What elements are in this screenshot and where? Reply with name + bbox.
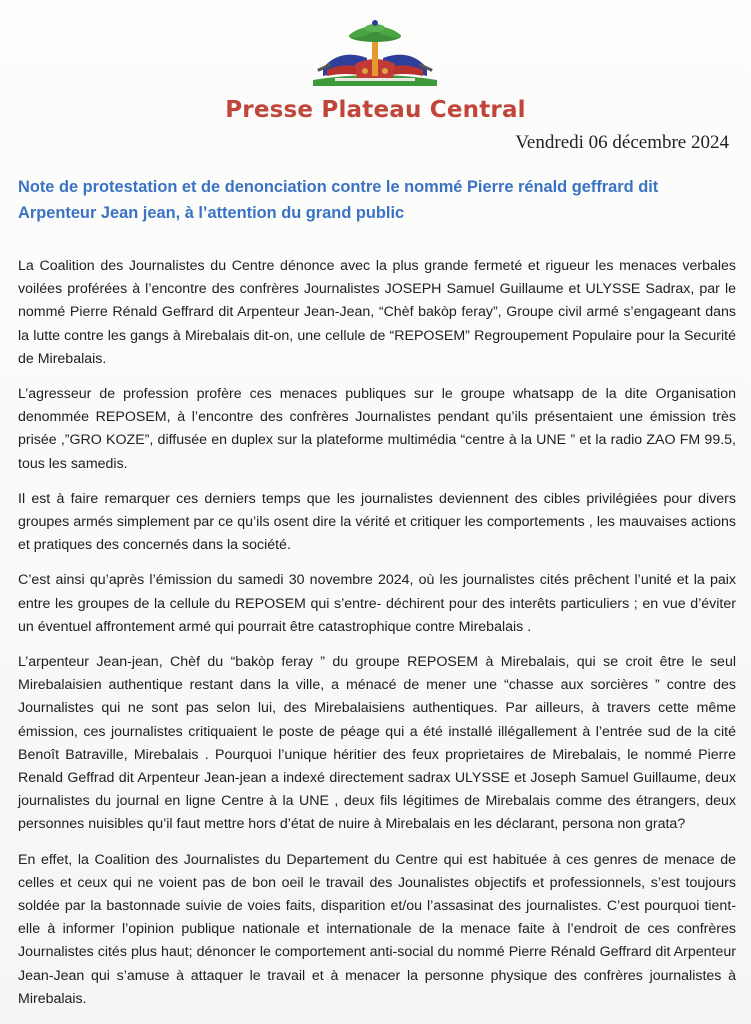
paragraph-6: En effet, la Coalition des Journalistes du Departement du Centre qui est habituée à ces genres de menace de celles et ceux qui ne voient pas de bon oeil le travail des Jounalistes objectifs et professionnels, s’est toujours soldée par la bastonnade suivie de voies faits, disparition et/ou l’assasinat des journalistes. C’est pourquoi tient-elle à informer l’opinion publique nationale et internationale de la menace faite à l’endroit de ces confrères Journalistes cités plus haut; dénoncer le comportement anti-social du nommé Pierre Rénald Geffrard dit Arpenteur Jean-Jean qui s’amuse à attaquer le travail et à menacer la personne physique des confrères journalistes à Mirebalais. xyxy=(18,851,736,1007)
organization-title: Presse Plateau Central xyxy=(225,97,526,123)
paragraph-4: C’est ainsi qu’après l’émission du samedi 30 novembre 2024, où les journalistes cités prêchent l’unité et la paix entre les groupes de la cellule du REPOSEM qui s’entre- déchirent pour des interêts particuliers ; en vue d’éviter un éventuel affrontement armé qui pourrait être catastrophique contre Mirebalais . xyxy=(18,572,736,635)
document-subject xyxy=(18,174,733,226)
paragraph-2: L’agresseur de profession profère ces menaces publiques sur le groupe whatsapp de la dite Organisation denommée REPOSEM, à l’encontre des confrères Journalistes pendant qu’ils présentaient une émission très prisée ,”GRO KOZE”, diffusée en duplex sur la plateforme multimédia “centre à la UNE ” et la radio ZAO FM 99.5, tous les samedis. xyxy=(18,386,736,472)
subject-line-1: Note de protestation et de denonciation contre le nommé Pierre rénald geffrard dit xyxy=(18,178,659,196)
haiti-coat-of-arms-icon xyxy=(305,18,445,88)
paragraph-3: Il est à faire remarquer ces derniers temps que les journalistes deviennent des cibles privilégiées pour divers groupes armés simplement par ce qu’ils osent dire la vérité et critiquer les comportements , les mauvaises actions et pratiques des concernés dans la société. xyxy=(18,490,736,554)
paragraph-5: L’arpenteur Jean-jean, Chèf du “bakòp feray ” du groupe REPOSEM à Mirebalais, qui se croit être le seul Mirebalaisien authentique restant dans la ville, a ménacé de mener une “chasse aux sorcières ” contre des Journalistes qui ne sont pas selon lui, des Mirebalaisiens authentiques. Par ailleurs, à travers cette même émission, ces journalistes critiquaient le poste de péage qui a été installé illégallement à l’entrée sud de la cité Benoît Batraville, Mirebalais . Pourquoi l’unique héritier des feux proprietaires de Mirebalais, le nommé Pierre Renald Geffrad dit Arpenteur Jean-jean a indexé directement sadrax ULYSSE et Joseph Samuel Guillaume, deux journalistes du journal en ligne Centre à la UNE , deux fils légitimes de Mirebalais comme des étrangers, deux personnes nuisibles qu’il faut mettre hors d’état de nuire à Mirebalais en les déclarant, persona non grata? xyxy=(18,654,736,833)
subject-line-2: Arpenteur Jean jean, à l’attention du grand public xyxy=(18,204,405,222)
document-body xyxy=(18,255,736,1011)
paragraph-1: La Coalition des Journalistes du Centre dénonce avec la plus grande fermeté et rigueur les menaces verbales voilées proférées à l’encontre des confrères Journalistes JOSEPH Samuel Guillaume et ULYSSE Sadrax, par le nommé Pierre Rénald Geffrard dit Arpenteur Jean-Jean, “Chèf bakòp feray”, Groupe civil armé s’engageant dans la lutte contre les gangs à Mirebalais dit-on, une cellule de “REPOSEM” Regroupement Populaire pour la Securité de Mirebalais. xyxy=(18,258,736,367)
document-date: Vendredi 06 décembre 2024 xyxy=(515,132,729,153)
